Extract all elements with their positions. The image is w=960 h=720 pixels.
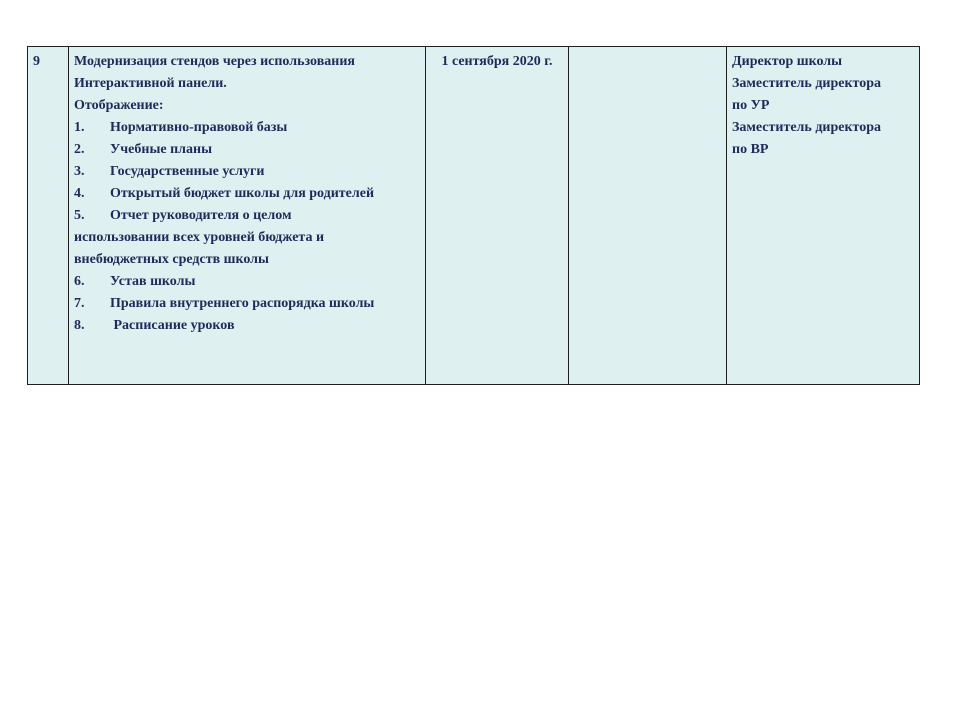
responsible-line-4: Заместитель директора — [732, 120, 882, 135]
list-item: 3. Государственные услуги — [74, 164, 265, 179]
task-cell — [69, 47, 426, 385]
responsible-line-5: по ВР — [732, 142, 769, 157]
task-title-line-2: Интерактивной панели. — [74, 76, 227, 91]
note-cell — [569, 47, 727, 385]
task-subtitle: Отображение: — [74, 98, 164, 113]
list-item-continuation: использовании всех уровней бюджета и — [74, 230, 325, 245]
list-item: 1. Нормативно-правовой базы — [74, 120, 288, 135]
list-item: 6. Устав школы — [74, 274, 196, 289]
responsible-line-1: Директор школы — [732, 54, 843, 69]
list-item: 2. Учебные планы — [74, 142, 213, 157]
responsible-cell — [727, 47, 920, 385]
list-item: 4. Открытый бюджет школы для родителей — [74, 186, 375, 201]
plan-table — [27, 46, 920, 385]
list-item: 8. Расписание уроков — [74, 318, 235, 333]
date-cell — [426, 47, 569, 385]
list-item-continuation: внебюджетных средств школы — [74, 252, 269, 267]
responsible-line-3: по УР — [732, 98, 770, 113]
list-item: 5. Отчет руководителя о целом — [74, 208, 292, 223]
responsible-line-2: Заместитель директора — [732, 76, 882, 91]
row-number-cell — [28, 47, 69, 385]
deadline-date: 1 сентября 2020 г. — [441, 54, 553, 69]
task-title-line-1: Модернизация стендов через использования — [74, 54, 355, 69]
table-row — [28, 47, 920, 385]
row-number: 9 — [33, 54, 40, 69]
list-item: 7. Правила внутреннего распорядка школы — [74, 296, 375, 311]
